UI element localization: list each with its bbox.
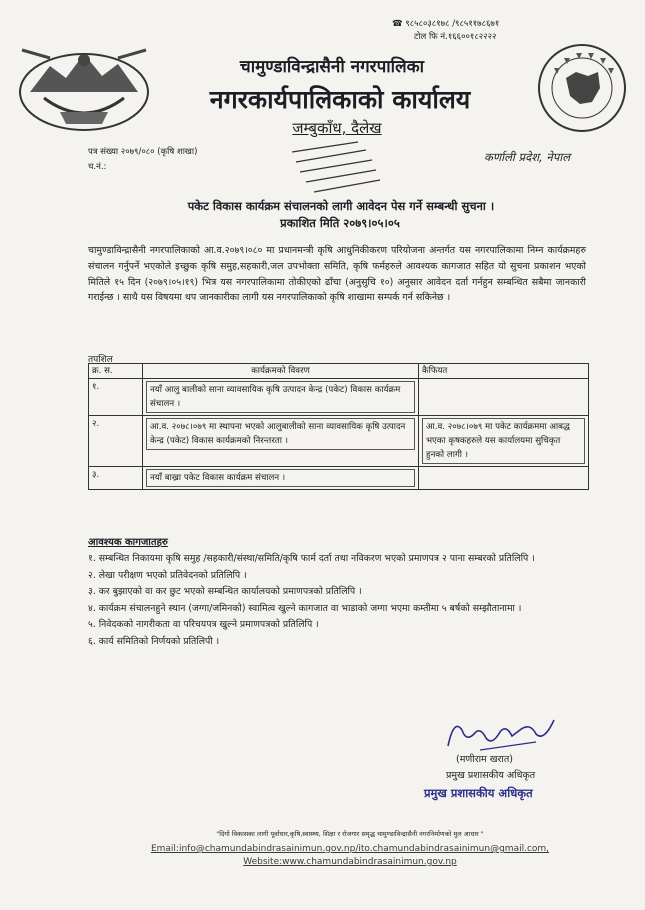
remarks-text: आ.व. २०७८।०७९ मा पकेट कार्यक्रममा आबद्ध भएका कृषकहरुले यस कार्यालयमा सुचिकृत हुनको लागी । [422,418,585,464]
list-item: ३. कर बुझाएको वा कर छुट भएको सम्बन्धित कार्यालयको प्रमाणपत्रको प्रतिलिपि । [88,586,362,598]
table-row [89,467,589,490]
row-description [143,416,419,467]
notice-subject: पकेट विकास कार्यक्रम संचालनको लागी आवेदन पेस गर्ने सम्बन्धी सुचना । [187,199,495,213]
table-row [89,416,589,467]
row-remarks [419,467,589,490]
dispatch-number: च.नं.: [88,162,107,172]
table-row [89,379,589,416]
row-serial: ३. [89,467,143,490]
list-item: १. सम्बन्धित निकायमा कृषि समुह /सहकारी/संस्था/समिति/कृषि फार्म दर्ता तथा नविकरण भएको प्रमाणपत्र २ पाना सम्बरको प्रतिलिपि । [88,553,535,564]
list-item: ६. कार्य समितिको निर्णयको प्रतिलिपी । [88,635,220,647]
footer-website[interactable]: Website:www.chamundabindrasainimun.gov.np [243,857,457,867]
row-serial: १. [89,379,143,416]
footer-slogan: "दिगो विकासका लागी पूर्वाधार,कृषि,स्वास्थ्य, शिक्षा र रोजगार समृद्ध चामुण्डाविन्द्रासैनी नगरनिर्माणको मुल आधार " [216,830,484,838]
description-text: नयाँ आलु बालीको साना व्यावसायिक कृषि उत्पादन केन्द्र (पकेट) विकास कार्यक्रम संचालन । [146,381,415,413]
documents-list [88,551,588,651]
column-header: कैफियत [419,364,589,379]
details-label: तपशिल [88,355,113,365]
district-address: जम्बुकाँध, दैलेख [292,119,382,137]
signatory-stamp: प्रमुख प्रशासकीय अधिकृत [424,786,533,800]
reference-number: पत्र संख्या २०७९/०८० (कृषि शाखा) [88,147,198,157]
list-item: ४. कार्यक्रम संचालनहुने स्थान (जग्गा/जमिनको) स्वामित्व खुल्ने कागजात वा भाडाको जग्गा भएमा कम्तीमा ५ बर्षको सम्झौतानामा । [88,602,522,614]
toll-free-number: टोल फि नं.१६६००१८२२२२ [414,32,497,42]
row-description [143,379,419,416]
row-remarks [419,379,589,416]
office-stamp-icon [288,138,384,196]
published-date: प्रकाशित मिति २०७९।०५।०५ [280,216,400,230]
table-header-row [89,364,589,379]
column-header: क्र. स. [89,364,143,379]
office-title: नगरकार्यपालिकाको कार्यालय [209,85,471,114]
signatory-title: प्रमुख प्रशासकीय अधिकृत [446,770,536,781]
phone-numbers: ☎ ९८५८०३८१७८ /९८५११७८६७१ [392,19,500,29]
list-item: २. लेखा परीक्षण भएको प्रतिवेदनको प्रतिलिपि । [88,569,247,581]
province-address: कर्णाली प्रदेश, नेपाल [484,150,571,164]
description-text: आ.व. २०७८।०७९ मा स्थापना भएको आलुबालीको साना व्यावसायिक कृषि उत्पादन केन्द्र (पकेट) विकास कार्यक्रमको निरन्तरता । [146,418,415,450]
footer-email[interactable]: Email:info@chamundabindrasainimun.gov.np/ito.chamundabindrasainimun@gmail.com, [150,844,550,854]
municipality-name: चामुण्डाविन्द्रासैनी नगरपालिका [239,57,425,77]
row-serial: २. [89,416,143,467]
description-text: नयाँ बाख्रा पकेट विकास कार्यक्रम संचालन । [146,469,415,487]
row-remarks [419,416,589,467]
signatory-name: (मणीराम खरात) [456,754,514,765]
documents-heading: आवश्यक कागजातहरु [88,537,168,548]
column-header: कार्यक्रमको विवरण [143,364,419,379]
list-item: ५. निवेदकको नागरीकता वा परिचयपत्र खुल्ने प्रमाणपत्रको प्रतिलिपि । [88,619,319,631]
nepal-emblem-icon [10,32,158,136]
program-table [88,363,589,490]
municipality-seal-icon [536,42,628,134]
row-description [143,467,419,490]
notice-body: चामुण्डाविन्द्रासैनी नगरपालिकाको आ.व.२०७९।०८० मा प्रधानमन्त्री कृषि आधुनिकीकरण परियोजना अन्तर्गत यस नगरपालिकामा निम्न कार्यक्रमहरु संचालन गर्नुपर्ने भएकोले इच्छुक कृषि समुह,सहकारी,जल उपभोक्ता समिति, कृषि फर्महरुले आवश्यक कागजात सहित यो सुचना प्रकाशन भएको मितिले १५ दिन (२०७९।०५।१९) भित्र यस नगरपालिकामा तोकीएको ढाँचा (अनुसुचि १०) अनुसार आवेदन दर्ता गर्नहुन सम्बन्धित सबैमा जानकारी गराईन्छ । साथै यस विषयमा थप जानकारीका लागी यस नगरपालिकाको कृषि शाखामा सम्पर्क गर्न सकिनेछ । [88,245,586,304]
